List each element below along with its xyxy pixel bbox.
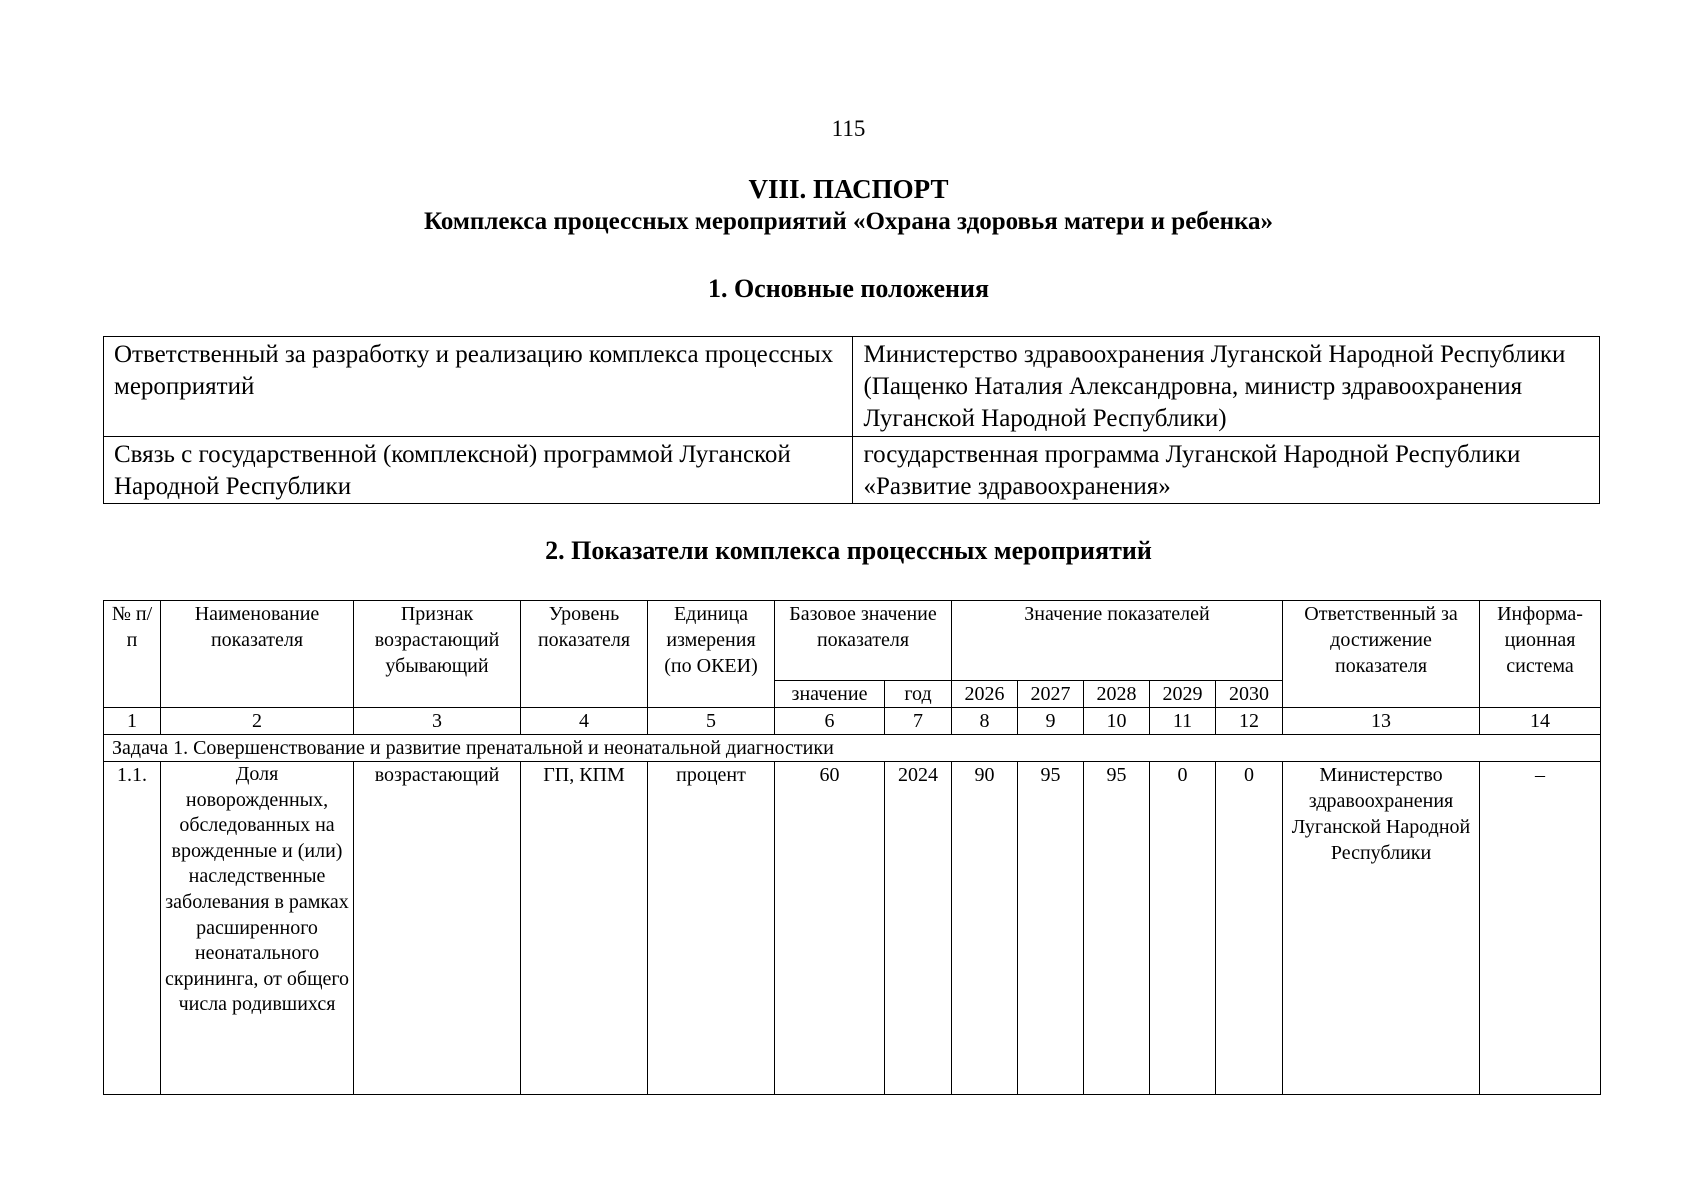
task-row: [104, 735, 1601, 762]
row-value-2029: 0: [1150, 762, 1216, 1095]
document-title: VIII. ПАСПОРТ: [748, 174, 949, 204]
header-info-system: Информа-ционная система: [1480, 601, 1601, 708]
row-responsible: Министерство здравоохранения Луганской Народной Республики: [1283, 762, 1480, 1095]
section-2-heading: 2. Показатели комплекса процессных мероприятий: [545, 536, 1152, 565]
row-num: 1.1.: [104, 762, 161, 1095]
column-number: 2: [161, 708, 354, 735]
row-base-value: 60: [775, 762, 885, 1095]
header-unit: Единица измерения (по ОКЕИ): [648, 601, 775, 708]
header-year: 2026: [952, 681, 1018, 708]
section-1-heading: 1. Основные положения: [707, 274, 990, 303]
row-value-2028: 95: [1084, 762, 1150, 1095]
column-number: 9: [1018, 708, 1084, 735]
row-name: Доля новорожденных, обследованных на врожденные и (или) наследственные заболевания в рамках расширенного неонатального скрининга, от общего числа родившихся: [161, 762, 354, 1095]
header-year: 2028: [1084, 681, 1150, 708]
provisions-row: [104, 437, 1600, 504]
header-values: Значение показателей: [952, 601, 1283, 681]
provisions-row: [104, 337, 1600, 437]
task-title: Задача 1. Совершенствование и развитие пренатальной и неонатальной диагностики: [104, 735, 1601, 762]
row-base-year: 2024: [885, 762, 952, 1095]
header-year: 2027: [1018, 681, 1084, 708]
column-number: 11: [1150, 708, 1216, 735]
row-sign: возрастающий: [354, 762, 521, 1095]
header-base: Базовое значение показателя: [775, 601, 952, 681]
column-number: 3: [354, 708, 521, 735]
column-number: 1: [104, 708, 161, 735]
column-number: 12: [1216, 708, 1283, 735]
row-value-2030: 0: [1216, 762, 1283, 1095]
column-number: 13: [1283, 708, 1480, 735]
page-number: 115: [831, 116, 866, 141]
document-subtitle: Комплекса процессных мероприятий «Охрана здоровья матери и ребенка»: [424, 208, 1273, 235]
column-number: 6: [775, 708, 885, 735]
header-base-year: год: [885, 681, 952, 708]
header-num: № п/п: [104, 601, 161, 708]
provisions-label: Ответственный за разработку и реализацию комплекса процессных мероприятий: [104, 337, 853, 437]
basic-provisions-table: [103, 336, 1600, 504]
column-number: 7: [885, 708, 952, 735]
column-number: 5: [648, 708, 775, 735]
header-base-value: значение: [775, 681, 885, 708]
column-number: 4: [521, 708, 648, 735]
row-value-2026: 90: [952, 762, 1018, 1095]
row-unit: процент: [648, 762, 775, 1095]
column-number: 14: [1480, 708, 1601, 735]
column-number: 10: [1084, 708, 1150, 735]
indicators-table: [103, 600, 1601, 1095]
table-row: [104, 762, 1601, 1095]
header-name: Наименование показателя: [161, 601, 354, 708]
provisions-label: Связь с государственной (комплексной) программой Луганской Народной Республики: [104, 437, 853, 504]
header-sign: Признак возрастающий убывающий: [354, 601, 521, 708]
header-level: Уровень показателя: [521, 601, 648, 708]
column-number-row: [104, 708, 1601, 735]
header-row: [104, 601, 1601, 681]
provisions-value: государственная программа Луганской Народной Республики «Развитие здравоохранения»: [853, 437, 1600, 504]
header-responsible: Ответственный за достижение показателя: [1283, 601, 1480, 708]
header-year: 2029: [1150, 681, 1216, 708]
column-number: 8: [952, 708, 1018, 735]
row-info-system: –: [1480, 762, 1601, 1095]
row-value-2027: 95: [1018, 762, 1084, 1095]
provisions-value: Министерство здравоохранения Луганской Народной Республики (Пащенко Наталия Александровна, министр здравоохранения Луганской Народной Республики): [853, 337, 1600, 437]
header-year: 2030: [1216, 681, 1283, 708]
row-level: ГП, КПМ: [521, 762, 648, 1095]
